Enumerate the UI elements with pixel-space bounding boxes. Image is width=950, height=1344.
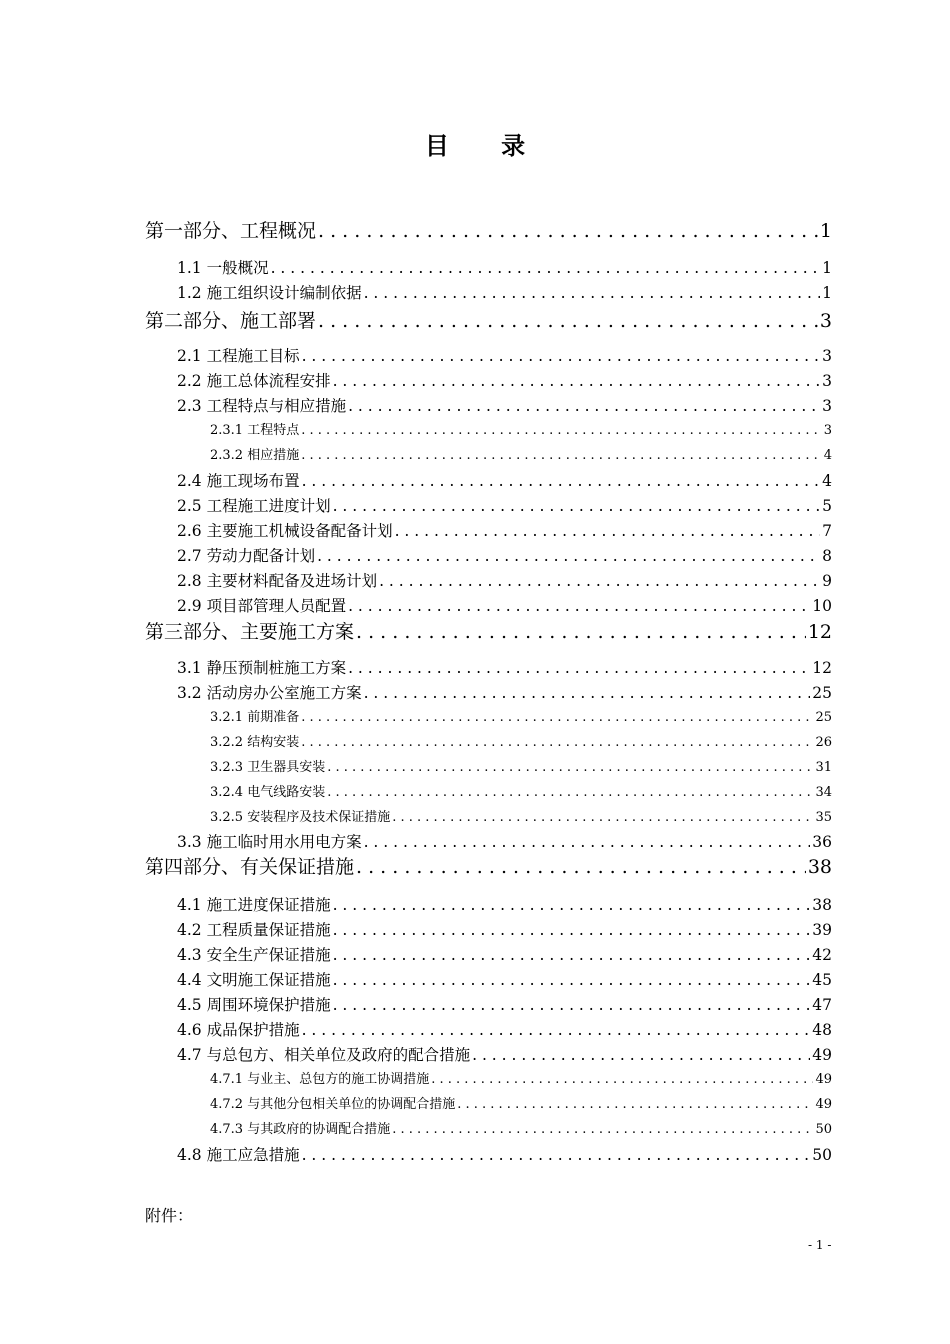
toc-entry-page: 36 [812,833,832,851]
toc-entry-title: 4.7.1 与业主、总包方的施工协调措施 [210,1072,430,1087]
toc-entry-page: 50 [812,1146,832,1164]
toc-entry-level1[interactable] [145,306,832,333]
toc-entry-title: 1.1 一般概况 [177,259,269,277]
toc-entry-level3[interactable] [210,706,832,725]
toc-entry-level2[interactable] [177,968,832,990]
toc-entry-level3[interactable] [210,781,832,800]
toc-entry-page: 25 [815,710,832,725]
toc-entry-title: 4.3 安全生产保证措施 [177,946,331,964]
toc-entry-level1[interactable] [145,852,832,879]
toc-dot-leader [302,1146,811,1164]
toc-entry-page: 38 [807,856,832,878]
toc-entry-page: 4 [823,448,832,463]
toc-dot-leader [348,597,810,615]
toc-entry-title: 第三部分、主要施工方案 [145,621,355,643]
toc-entry-level3[interactable] [210,1118,832,1137]
toc-dot-leader [348,397,820,415]
toc-dot-leader [301,448,822,463]
toc-entry-title: 2.3 工程特点与相应措施 [177,397,347,415]
toc-entry-level2[interactable] [177,830,832,852]
toc-entry-level2[interactable] [177,993,832,1015]
toc-entry-title: 4.5 周围环境保护措施 [177,996,331,1014]
toc-entry-level3[interactable] [210,419,832,438]
toc-entry-level2[interactable] [177,394,832,416]
toc-entry-level2[interactable] [177,681,832,703]
toc-entry-level3[interactable] [210,1093,832,1112]
toc-entry-title: 2.2 施工总体流程安排 [177,372,331,390]
toc-entry-page: 3 [822,372,832,390]
toc-entry-page: 38 [812,896,832,914]
toc-dot-leader [271,259,821,277]
appendix-label: 附件： [145,1206,194,1225]
toc-entry-page: 31 [815,760,832,775]
toc-entry-title: 3.2 活动房办公室施工方案 [177,684,362,702]
toc-dot-leader [333,971,811,989]
toc-entry-page: 3 [822,397,832,415]
toc-entry-title: 4.7.3 与其政府的协调配合措施 [210,1122,391,1137]
toc-entry-page: 45 [812,971,832,989]
toc-dot-leader [356,856,806,878]
toc-entry-page: 35 [815,810,832,825]
toc-entry-title: 4.4 文明施工保证措施 [177,971,331,989]
toc-entry-title: 2.1 工程施工目标 [177,347,300,365]
toc-entry-page: 9 [822,572,832,590]
toc-entry-level2[interactable] [177,1043,832,1065]
toc-dot-leader [333,996,811,1014]
toc-entry-title: 3.2.4 电气线路安装 [210,785,326,800]
toc-entry-title: 2.8 主要材料配备及进场计划 [177,572,378,590]
toc-dot-leader [356,621,806,643]
toc-entry-page: 49 [815,1097,832,1112]
toc-entry-page: 48 [812,1021,832,1039]
toc-dot-leader [302,1021,811,1039]
toc-entry-page: 7 [822,522,832,540]
toc-entry-page: 1 [822,259,832,277]
page-number: - 1 - [808,1238,832,1252]
toc-entry-level2[interactable] [177,256,832,278]
toc-entry-level2[interactable] [177,918,832,940]
toc-entry-page: 34 [815,785,832,800]
toc-entry-title: 3.3 施工临时用水用电方案 [177,833,362,851]
toc-entry-page: 8 [822,547,832,565]
toc-dot-leader [318,310,818,332]
toc-entry-title: 4.6 成品保护措施 [177,1021,300,1039]
toc-dot-leader [301,710,813,725]
toc-entry-level2[interactable] [177,1143,832,1165]
toc-dot-leader [302,472,821,490]
toc-entry-level2[interactable] [177,469,832,491]
toc-entry-level3[interactable] [210,444,832,463]
toc-entry-page: 5 [822,497,832,515]
toc-entry-title: 第一部分、工程概况 [145,220,317,242]
toc-dot-leader [333,921,811,939]
toc-entry-level2[interactable] [177,943,832,965]
toc-entry-level2[interactable] [177,544,832,566]
toc-entry-page: 4 [822,472,832,490]
toc-entry-title: 4.7 与总包方、相关单位及政府的配合措施 [177,1046,471,1064]
toc-entry-title: 2.3.1 工程特点 [210,423,300,438]
toc-entry-title: 第四部分、有关保证措施 [145,856,355,878]
toc-dot-leader [317,547,820,565]
toc-entry-page: 47 [812,996,832,1014]
toc-entry-page: 26 [815,735,832,750]
toc-entry-level2[interactable] [177,1018,832,1040]
toc-entry-title: 3.2.2 结构安装 [210,735,300,750]
toc-entry-title: 3.2.3 卫生器具安装 [210,760,326,775]
toc-entry-page: 1 [822,284,832,302]
toc-entry-level2[interactable] [177,344,832,366]
toc-dot-leader [348,659,810,677]
toc-entry-level3[interactable] [210,731,832,750]
toc-entry-title: 3.2.1 前期准备 [210,710,300,725]
toc-entry-title: 4.2 工程质量保证措施 [177,921,331,939]
toc-entry-title: 2.7 劳动力配备计划 [177,547,316,565]
toc-entry-title: 4.7.2 与其他分包相关单位的协调配合措施 [210,1097,456,1112]
toc-entry-title: 3.1 静压预制桩施工方案 [177,659,347,677]
toc-dot-leader [457,1097,813,1112]
toc-dot-leader [364,284,821,302]
toc-dot-leader [302,347,821,365]
toc-entry-page: 42 [812,946,832,964]
toc-entry-level1[interactable] [145,617,832,644]
toc-entry-page: 12 [807,621,832,643]
toc-entry-level3[interactable] [210,806,832,825]
toc-dot-leader [333,946,811,964]
toc-dot-leader [472,1046,810,1064]
toc-entry-title: 2.9 项目部管理人员配置 [177,597,347,615]
toc-entry-level2[interactable] [177,519,832,541]
toc-entry-page: 49 [812,1046,832,1064]
toc-entry-title: 2.4 施工现场布置 [177,472,300,490]
toc-dot-leader [327,785,813,800]
toc-entry-level2[interactable] [177,369,832,391]
toc-entry-page: 12 [812,659,832,677]
toc-dot-leader [333,372,821,390]
toc-entry-level2[interactable] [177,594,832,616]
toc-entry-title: 4.8 施工应急措施 [177,1146,300,1164]
toc-entry-level2[interactable] [177,656,832,678]
toc-entry-page: 50 [815,1122,832,1137]
toc-dot-leader [364,684,811,702]
toc-dot-leader [392,1122,813,1137]
toc-entry-level2[interactable] [177,893,832,915]
toc-dot-leader [379,572,820,590]
toc-entry-level3[interactable] [210,1068,832,1087]
toc-entry-level3[interactable] [210,756,832,775]
toc-dot-leader [318,220,818,242]
toc-entry-title: 1.2 施工组织设计编制依据 [177,284,362,302]
toc-entry-level2[interactable] [177,281,832,303]
toc-entry-level2[interactable] [177,569,832,591]
toc-entry-page: 10 [812,597,832,615]
toc-entry-page: 3 [823,423,832,438]
toc-entry-level1[interactable] [145,216,832,243]
toc-entry-title: 第二部分、施工部署 [145,310,317,332]
toc-dot-leader [364,833,811,851]
toc-entry-page: 1 [819,220,832,242]
toc-entry-page: 25 [812,684,832,702]
toc-entry-page: 3 [822,347,832,365]
toc-dot-leader [333,896,811,914]
page-title: 目 录 [424,131,548,160]
toc-dot-leader [327,760,813,775]
toc-dot-leader [301,423,822,438]
toc-entry-title: 4.1 施工进度保证措施 [177,896,331,914]
toc-entry-title: 2.3.2 相应措施 [210,448,300,463]
toc-dot-leader [301,735,813,750]
toc-entry-page: 3 [819,310,832,332]
toc-entry-title: 2.6 主要施工机械设备配备计划 [177,522,393,540]
toc-entry-level2[interactable] [177,494,832,516]
toc-dot-leader [392,810,813,825]
toc-dot-leader [333,497,821,515]
toc-dot-leader [431,1072,813,1087]
toc-entry-page: 49 [815,1072,832,1087]
toc-dot-leader [395,522,821,540]
toc-entry-title: 2.5 工程施工进度计划 [177,497,331,515]
toc-entry-title: 3.2.5 安装程序及技术保证措施 [210,810,391,825]
toc-entry-page: 39 [812,921,832,939]
